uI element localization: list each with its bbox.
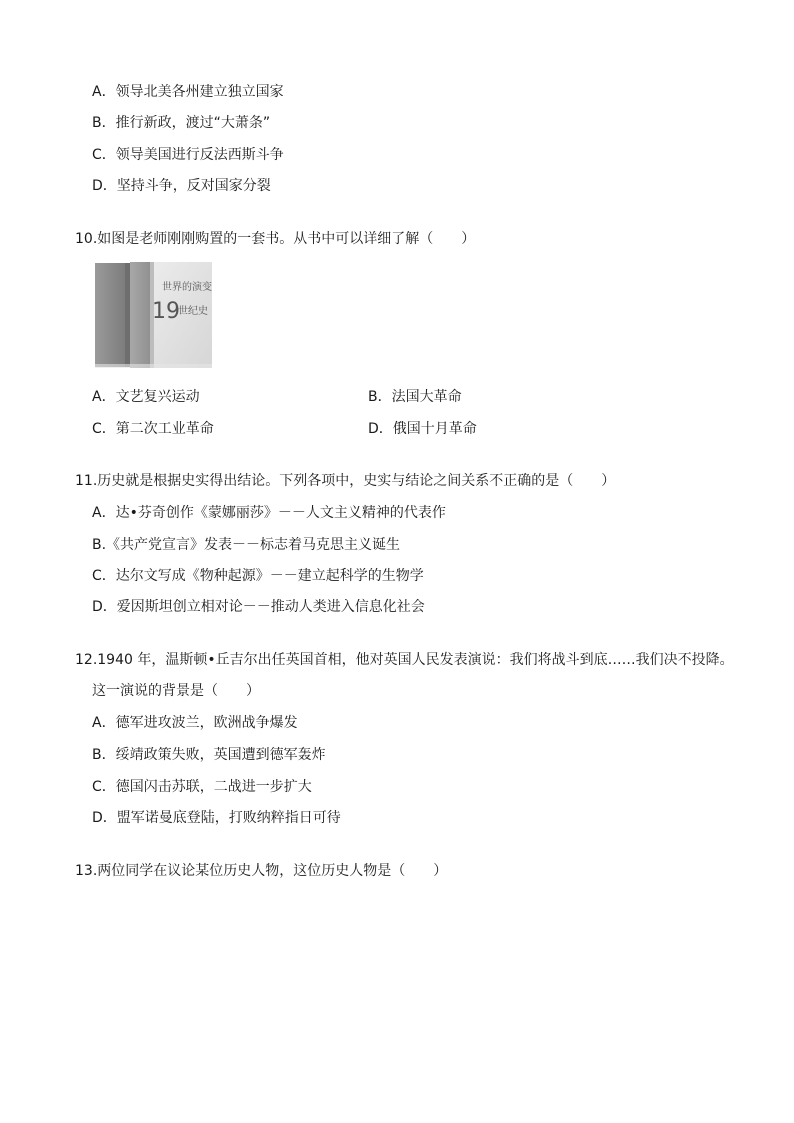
q9-option-b: B．推行新政，渡过“大萧条” [92, 115, 271, 131]
q11-stem: 11.历史就是根据史实得出结论。下列各项中，史实与结论之间关系不正确的是（ ） [75, 473, 616, 489]
q11-option-c: C．达尔文写成《物种起源》－－建立起科学的生物学 [92, 568, 424, 584]
q12-option-a: A．德军进攻波兰，欧洲战争爆发 [92, 715, 298, 731]
q12-stem-line1: 12.1940 年，温斯顿•丘吉尔出任英国首相，他对英国人民发表演说：我们将战斗到底……我们决不投降。 [75, 652, 734, 668]
cover-title-line1: 世界的演变 [162, 282, 212, 293]
q9-option-a: A．领导北美各州建立独立国家 [92, 84, 284, 100]
q12-stem-line2: 这一演说的背景是（ ） [92, 683, 260, 699]
q10-option-c: C．第二次工业革命 [92, 421, 214, 437]
q11-option-a: A．达•芬奇创作《蒙娜丽莎》－－人文主义精神的代表作 [92, 505, 446, 521]
cover-title-line2: 世纪史 [178, 306, 208, 317]
q11-option-d: D．爱因斯坦创立相对论－－推动人类进入信息化社会 [92, 599, 425, 615]
q10-option-a: A．文艺复兴运动 [92, 389, 200, 405]
q12-option-d: D．盟军诺曼底登陆，打败纳粹指日可待 [92, 810, 341, 826]
book-set-photo [92, 260, 214, 370]
q10-option-b: B．法国大革命 [368, 389, 462, 405]
q13-stem: 13.两位同学在议论某位历史人物，这位历史人物是（ ） [75, 863, 448, 879]
q11-option-b: B.《共产党宣言》发表－－标志着马克思主义诞生 [92, 537, 401, 553]
q9-option-d: D．坚持斗争，反对国家分裂 [92, 178, 271, 194]
q12-option-b: B．绥靖政策失败，英国遭到德军轰炸 [92, 747, 326, 763]
q10-stem: 10.如图是老师刚刚购置的一套书。从书中可以详细了解（ ） [75, 231, 476, 247]
q9-option-c: C．领导美国进行反法西斯斗争 [92, 147, 284, 163]
q12-option-c: C．德国闪击苏联，二战进一步扩大 [92, 779, 312, 795]
cover-number: 19 [152, 299, 180, 324]
q10-option-d: D．俄国十月革命 [368, 421, 477, 437]
